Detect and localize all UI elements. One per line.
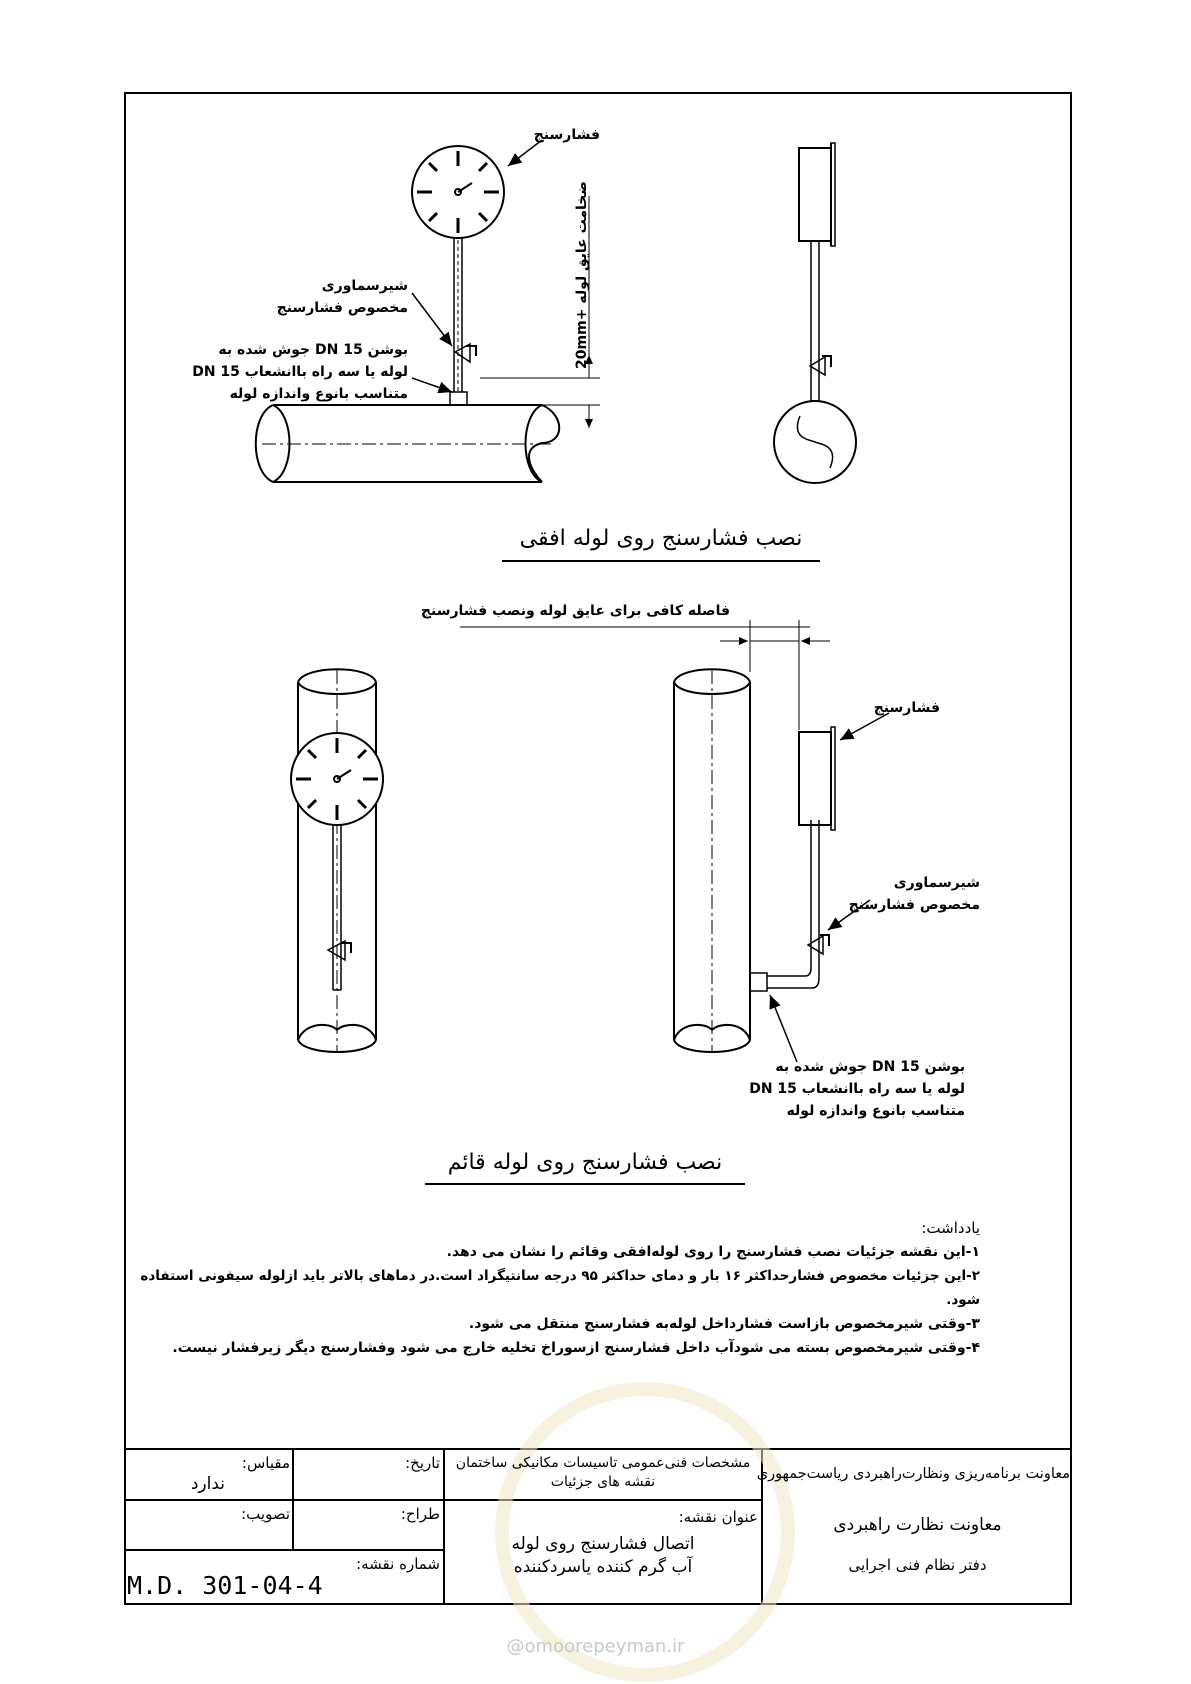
notes-block xyxy=(130,1216,980,1360)
valve-label-horizontal-1: شیرسماوری xyxy=(321,278,408,294)
heading-horizontal-pipe: نصب فشارسنج روی لوله افقی xyxy=(519,526,803,551)
designer-label: طراح: xyxy=(400,1505,440,1523)
note-item-3: ۳-وقتی شیرمخصوص بازاست فشارداخل لوله‌به فشارسنج منتقل می شود. xyxy=(468,1316,980,1332)
valve-label-vertical-1: شیرسماوری xyxy=(893,875,980,891)
scale-label: مقیاس: xyxy=(241,1454,290,1472)
boss-label-vertical-3: متناسب بانوع واندازه لوله xyxy=(786,1103,965,1119)
title-label: عنوان نقشه: xyxy=(678,1508,758,1526)
horizontal-pipe-front xyxy=(256,405,560,482)
horizontal-pipe-side xyxy=(774,143,856,483)
note-item-4: ۴-وقتی شیرمخصوص بسته می شودآب داخل فشارسنج ازسوراخ تخلیه خارج می شود وفشارسنج دیگر زیرفشار نیست. xyxy=(172,1340,980,1356)
org-line-1: معاونت برنامه‌ریزی ونظارت‌راهبردی ریاست‌جمهوری xyxy=(756,1466,1070,1482)
date-label: تاریخ: xyxy=(405,1454,440,1472)
valve-label-horizontal-2: مخصوص فشارسنج xyxy=(276,300,408,316)
gauge-label-horizontal: فشارسنج xyxy=(533,127,600,143)
boss-label-horizontal-2: لوله یا سه راه باانشعاب DN 15 xyxy=(192,364,408,380)
gauge-label-vertical: فشارسنج xyxy=(873,700,940,716)
heading-vertical-pipe: نصب فشارسنج روی لوله قائم xyxy=(447,1150,723,1175)
watermark-text: @omoorepeyman.ir xyxy=(506,1636,685,1657)
note-item-1: ۱-این نقشه جزئیات نصب فشارسنج را روی لوله‌افقی وقائم را نشان می دهد. xyxy=(446,1244,980,1260)
note-item-2: ۲-این جزئیات مخصوص فشارحداکثر ۱۶ بار و دمای حداکثر ۹۵ درجه سانتیگراد است.در دماهای بالاتر باید ازلوله سیفونی استفاده شود. xyxy=(140,1268,980,1308)
org-line-2: معاونت نظارت راهبردی xyxy=(833,1515,1002,1535)
vertical-pipe-front xyxy=(291,669,383,1052)
title-line-2: آب گرم کننده یاسردکننده xyxy=(513,1557,693,1577)
boss-label-horizontal-3: متناسب بانوع واندازه لوله xyxy=(229,386,408,402)
insulation-dimension-label: ضخامت عایق لوله +20mm xyxy=(574,181,590,369)
org-line-3: دفتر نظام فنی اجرایی xyxy=(848,1556,987,1574)
notes-title: یادداشت: xyxy=(921,1219,980,1237)
vertical-pipe-side xyxy=(674,669,835,1052)
gauge-assembly-horizontal xyxy=(412,146,504,405)
clearance-dimension xyxy=(460,620,830,730)
valve-label-vertical-2: مخصوص فشارسنج xyxy=(848,897,980,913)
number-label: شماره نقشه: xyxy=(356,1555,440,1573)
approval-label: تصویب: xyxy=(241,1505,290,1523)
clearance-label: فاصله کافی برای عایق لوله ونصب فشارسنج xyxy=(420,603,730,619)
spec-line-1: مشخصات فنی‌عمومی تاسیسات مکانیکی ساختمان xyxy=(455,1455,751,1471)
boss-label-vertical-2: لوله یا سه راه باانشعاب DN 15 xyxy=(749,1081,965,1097)
scale-value: ندارد xyxy=(190,1474,225,1494)
title-line-1: اتصال فشارسنج روی لوله xyxy=(511,1534,695,1554)
spec-line-2: نقشه های جزئیات xyxy=(550,1474,656,1490)
drawing-number: M.D. 301-04-4 xyxy=(127,1571,323,1600)
boss-label-vertical-1: بوشن DN 15 جوش شده به xyxy=(775,1059,965,1075)
boss-label-horizontal-1: بوشن DN 15 جوش شده به xyxy=(218,342,408,358)
